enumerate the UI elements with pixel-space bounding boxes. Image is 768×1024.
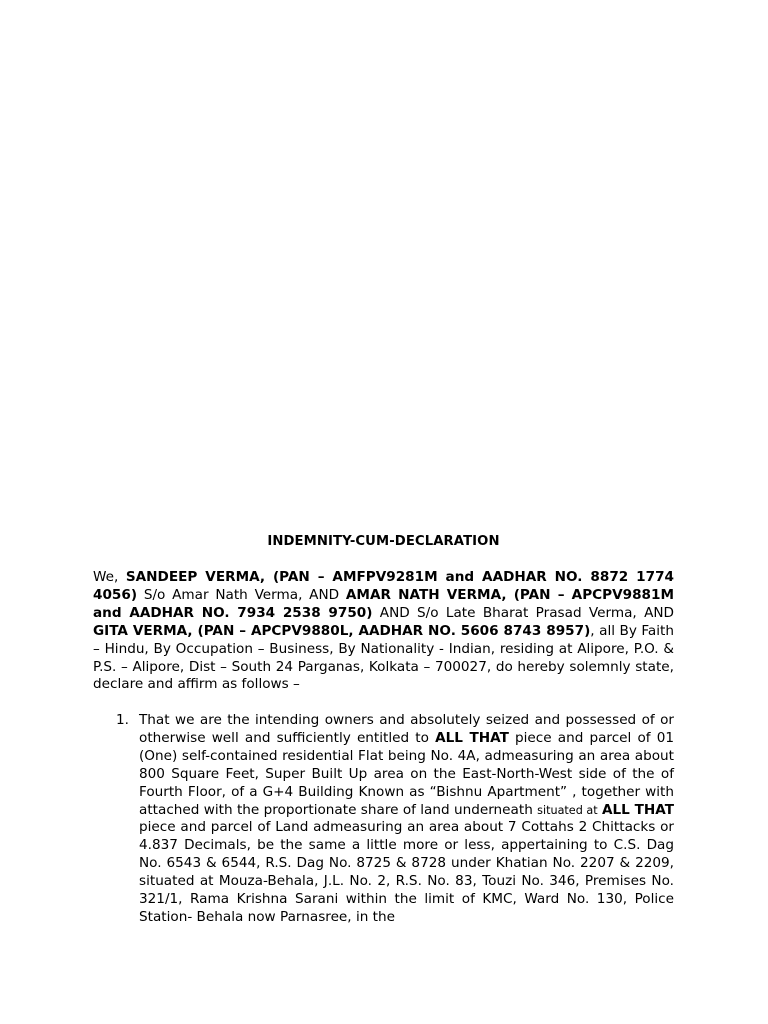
item-bold-all-that-1: ALL THAT [435, 729, 509, 746]
item-small-text: situated at [537, 803, 598, 817]
item-bold-all-that-2: ALL THAT [601, 801, 674, 818]
intro-party-1: SANDEEP VERMA, (PAN – AMFPV9281M and AADHAR NO. 8872 1774 4056) [93, 569, 674, 603]
intro-text-4: , all By Faith – Hindu, By Occupation – Business, By Nationality - Indian, residing at Alipore, P.O. & P.S. – Alipore, Dist – South 24 Parganas, Kolkata – 700027, do hereby solemnly state, declare and affirm as follows – [93, 622, 674, 693]
intro-text-3: AND S/o Late Bharat Prasad Verma, AND [372, 604, 675, 621]
item-text-4: piece and parcel of Land admeasuring an area about 7 Cottahs 2 Chittacks or 4.837 Decimals, be the same a little more or less, appertaining to C.S. Dag No. 6543 & 6544, R.S. Dag No. 8725 & 8728 under Khatian No. 2207 & 2209, situated at Mouza-Behala, J.L. No. 2, R.S. No. 83, Touzi No. 346, Premises No. 321/1, Rama Krishna Sarani within the limit of KMC, Ward No. 130, Police Station- Behala now Parnasree, in the [139, 819, 674, 925]
list-item-number: 1. [116, 712, 129, 728]
intro-party-2: AMAR NATH VERMA, (PAN – APCPV9881M and AADHAR NO. 7934 2538 9750) [93, 586, 674, 621]
document-title: INDEMNITY-CUM-DECLARATION [267, 534, 500, 549]
item-text-2: piece and parcel of 01 (One) self-contained residential Flat being No. 4A, admeasuring an area about 800 Square Feet, Super Built Up area on the East-North-West side of the of Fourth Floor, of a G+4 Building Known as “Bishnu Apartment” , together with attached with the proportionate share of land underneath [139, 729, 674, 818]
intro-party-3: GITA VERMA, (PAN – APCPV9880L, AADHAR NO. 5606 8743 8957) [93, 622, 591, 639]
item-text-1: That we are the intending owners and absolutely seized and possessed of or otherwise well and sufficiently entitled to [139, 712, 674, 746]
intro-text-1: We, [93, 569, 126, 585]
list-item-text [139, 712, 674, 927]
intro-paragraph [93, 569, 674, 694]
intro-text-2: S/o Amar Nath Verma, AND [137, 586, 346, 603]
